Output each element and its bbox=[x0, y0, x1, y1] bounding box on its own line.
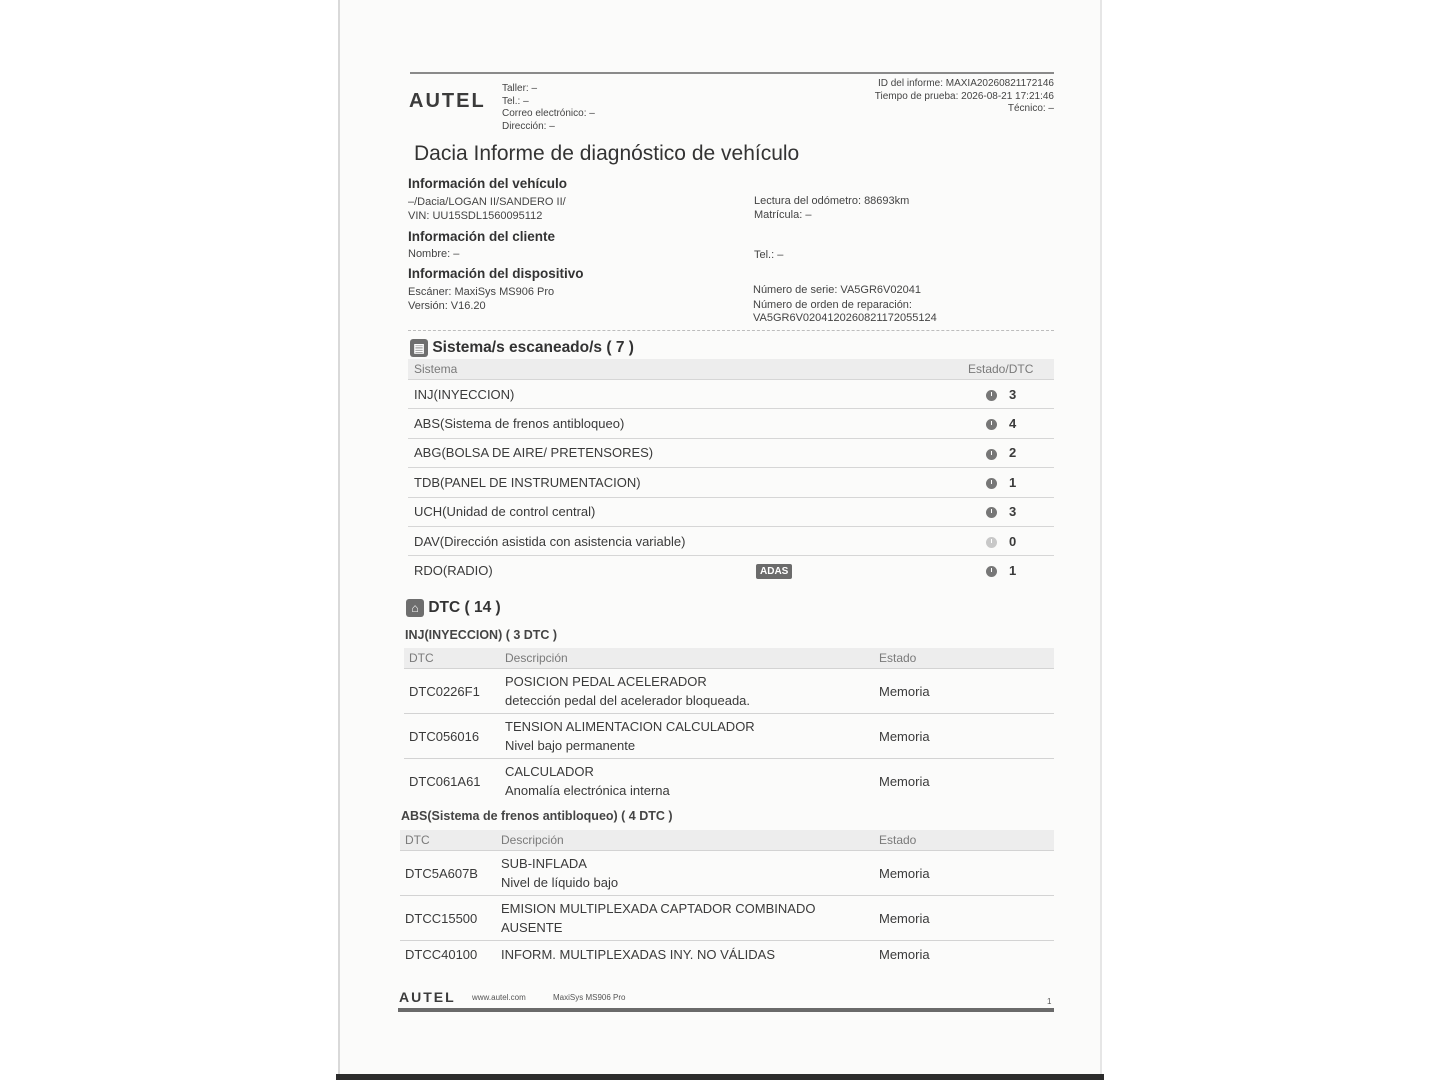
clock-icon bbox=[986, 566, 997, 577]
col-spacer bbox=[750, 359, 962, 380]
dtc-row bbox=[400, 941, 1054, 969]
system-status bbox=[962, 526, 1054, 555]
customer-name: Nombre: – bbox=[408, 248, 460, 260]
car-scan-icon: ▤ bbox=[410, 339, 428, 357]
system-badge-cell bbox=[750, 468, 962, 497]
dtc-status: Memoria bbox=[874, 669, 1054, 714]
dtc-status: Memoria bbox=[874, 941, 1054, 969]
vehicle-heading: Información del vehículo bbox=[408, 176, 568, 191]
system-row bbox=[408, 468, 1054, 497]
test-time: Tiempo de prueba: 2026-08-21 17:21:46 bbox=[874, 90, 1054, 102]
dtc-desc-line2: Anomalía electrónica interna bbox=[505, 783, 670, 799]
dtc-desc-line2: Nivel de líquido bajo bbox=[501, 875, 619, 890]
col-status: Estado/DTC bbox=[962, 359, 1054, 380]
repair-order-label: Número de orden de reparación: bbox=[753, 299, 912, 311]
scanner: Escáner: MaxiSys MS906 Pro bbox=[408, 286, 555, 298]
footer-site: www.autel.com bbox=[472, 993, 526, 1002]
vehicle-extra bbox=[754, 194, 909, 222]
dtc-desc-line2: detección pedal del acelerador bloqueada. bbox=[505, 693, 751, 708]
dtc-code: DTCC40100 bbox=[400, 941, 496, 969]
system-badge-cell bbox=[750, 526, 962, 555]
dtc-heading bbox=[406, 599, 501, 617]
footer-rule bbox=[398, 1008, 1054, 1012]
col-dtc: DTC bbox=[404, 648, 500, 669]
system-row bbox=[408, 526, 1054, 555]
dtc-desc-line2: AUSENTE bbox=[501, 920, 563, 935]
dtc-count: 1 bbox=[1009, 474, 1017, 490]
software-version: Versión: V16.20 bbox=[408, 300, 486, 312]
dtc-status: Memoria bbox=[874, 759, 1054, 804]
system-status bbox=[962, 468, 1054, 497]
system-badge-cell bbox=[750, 438, 962, 467]
dtc-count: 3 bbox=[1009, 386, 1017, 402]
dtc-row bbox=[404, 759, 1054, 804]
dtc-count: 0 bbox=[1009, 533, 1017, 549]
dtc-description bbox=[500, 714, 874, 759]
dtc-row bbox=[404, 669, 1054, 714]
system-badge-cell bbox=[750, 497, 962, 526]
dtc-desc-line1: EMISION MULTIPLEXADA CAPTADOR COMBINADO bbox=[501, 901, 816, 916]
dtc-count: 2 bbox=[1009, 445, 1017, 461]
dtc-code: DTC5A607B bbox=[400, 851, 496, 896]
dtc-desc-line1: SUB-INFLADA bbox=[501, 856, 587, 871]
dtc-description bbox=[500, 669, 874, 714]
dtc-desc-line2: Nivel bajo permanente bbox=[505, 738, 636, 753]
report-id: ID del informe: MAXIA20260821172146 bbox=[877, 78, 1054, 89]
system-name: ABG(BOLSA DE AIRE/ PRETENSORES) bbox=[408, 438, 750, 467]
system-badge-cell bbox=[750, 409, 962, 438]
header-rule bbox=[410, 72, 1054, 74]
col-state: Estado bbox=[874, 830, 1054, 851]
col-dtc: DTC bbox=[400, 830, 496, 851]
device-serial-block bbox=[753, 284, 937, 325]
dtc-heading-text: DTC ( 14 ) bbox=[428, 599, 501, 617]
clock-icon bbox=[986, 419, 997, 430]
col-system: Sistema bbox=[408, 359, 750, 380]
dtc-count: 3 bbox=[1009, 504, 1017, 520]
report-title: Dacia Informe de diagnóstico de vehículo bbox=[414, 142, 800, 165]
vehicle-vin: VIN: UU15SDL1560095112 bbox=[408, 210, 543, 222]
scan-edge bbox=[336, 1074, 1104, 1080]
col-description: Descripción bbox=[496, 830, 874, 851]
system-name: INJ(INYECCION) bbox=[408, 380, 750, 409]
vehicle-details bbox=[408, 195, 566, 223]
device-details bbox=[408, 285, 554, 313]
system-badge-cell bbox=[750, 556, 962, 585]
system-row bbox=[408, 556, 1054, 585]
dtc-description bbox=[496, 851, 874, 896]
system-row bbox=[408, 380, 1054, 409]
system-status bbox=[962, 556, 1054, 585]
system-name: RDO(RADIO) bbox=[408, 556, 750, 585]
dtc-desc-line1: CALCULADOR bbox=[505, 764, 594, 780]
dtc-code: DTC061A61 bbox=[404, 759, 500, 804]
dtc-description bbox=[496, 896, 874, 941]
dtc-status: Memoria bbox=[874, 714, 1054, 759]
col-description: Descripción bbox=[500, 648, 874, 669]
dtc-desc-line1: TENSION ALIMENTACION CALCULADOR bbox=[505, 719, 755, 734]
clock-icon bbox=[986, 507, 997, 518]
systems-heading-text: Sistema/s escaneado/s ( 7 ) bbox=[432, 339, 634, 357]
dtc-code: DTC056016 bbox=[404, 714, 500, 759]
customer-phone: Tel.: – bbox=[754, 249, 784, 261]
dtc-status: Memoria bbox=[874, 896, 1054, 941]
system-row bbox=[408, 438, 1054, 467]
technician: Técnico: – bbox=[1007, 103, 1054, 114]
dtc-code: DTC0226F1 bbox=[404, 669, 500, 714]
dtc-group-title: ABS(Sistema de frenos antibloqueo) ( 4 DTC ) bbox=[401, 809, 673, 823]
workshop-phone: Tel.: – bbox=[502, 95, 529, 107]
plate: Matrícula: – bbox=[754, 209, 812, 221]
dtc-row bbox=[404, 714, 1054, 759]
dtc-count: 4 bbox=[1009, 416, 1017, 432]
dtc-group-title: INJ(INYECCION) ( 3 DTC ) bbox=[405, 628, 558, 642]
vehicle-model: –/Dacia/LOGAN II/SANDERO II/ bbox=[408, 196, 566, 208]
system-status bbox=[962, 497, 1054, 526]
engine-warning-icon: ⌂ bbox=[406, 599, 424, 617]
report-info bbox=[850, 78, 1054, 116]
dtc-count: 1 bbox=[1009, 563, 1017, 579]
autel-logo: AUTEL bbox=[409, 90, 486, 112]
adas-badge: ADAS bbox=[756, 564, 792, 579]
workshop-address: Dirección: – bbox=[502, 120, 555, 132]
dtc-description bbox=[500, 759, 874, 804]
system-status bbox=[962, 380, 1054, 409]
odometer: Lectura del odómetro: 88693km bbox=[754, 195, 910, 207]
dtc-desc-line1: INFORM. MULTIPLEXADAS INY. NO VÁLIDAS bbox=[501, 947, 776, 963]
system-name: UCH(Unidad de control central) bbox=[408, 497, 750, 526]
system-status bbox=[962, 438, 1054, 467]
clock-icon bbox=[986, 390, 997, 401]
customer-heading: Información del cliente bbox=[408, 229, 556, 244]
dtc-desc-line1: POSICION PEDAL ACELERADOR bbox=[505, 674, 707, 689]
system-name: DAV(Dirección asistida con asistencia variable) bbox=[408, 526, 750, 555]
clock-icon bbox=[986, 537, 997, 548]
system-badge-cell bbox=[750, 380, 962, 409]
system-status bbox=[962, 409, 1054, 438]
systems-table bbox=[408, 359, 1054, 585]
workshop-name: Taller: – bbox=[502, 83, 538, 94]
serial-number: Número de serie: VA5GR6V02041 bbox=[753, 284, 921, 296]
dtc-code: DTCC15500 bbox=[400, 896, 496, 941]
device-heading: Información del dispositivo bbox=[408, 266, 584, 281]
clock-icon bbox=[986, 449, 997, 460]
system-name: TDB(PANEL DE INSTRUMENTACION) bbox=[408, 468, 750, 497]
clock-icon bbox=[986, 478, 997, 489]
repair-order-value: VA5GR6V020412026082117205512​4 bbox=[753, 312, 937, 324]
systems-heading bbox=[410, 339, 634, 357]
col-state: Estado bbox=[874, 648, 1054, 669]
dtc-row bbox=[400, 851, 1054, 896]
footer-device: MaxiSys MS906 Pro bbox=[553, 993, 626, 1002]
workshop-email: Correo electrónico: – bbox=[502, 108, 595, 119]
dtc-table-inj bbox=[404, 648, 1054, 804]
dtc-status: Memoria bbox=[874, 851, 1054, 896]
system-row bbox=[408, 409, 1054, 438]
dtc-row bbox=[400, 896, 1054, 941]
system-name: ABS(Sistema de frenos antibloqueo) bbox=[408, 409, 750, 438]
system-row bbox=[408, 497, 1054, 526]
workshop-info bbox=[502, 83, 595, 133]
footer-logo: AUTEL bbox=[399, 989, 456, 1005]
dtc-table-abs bbox=[400, 830, 1054, 969]
section-divider bbox=[408, 330, 1054, 331]
dtc-description bbox=[496, 941, 874, 969]
page-number: 1 bbox=[1047, 997, 1052, 1006]
